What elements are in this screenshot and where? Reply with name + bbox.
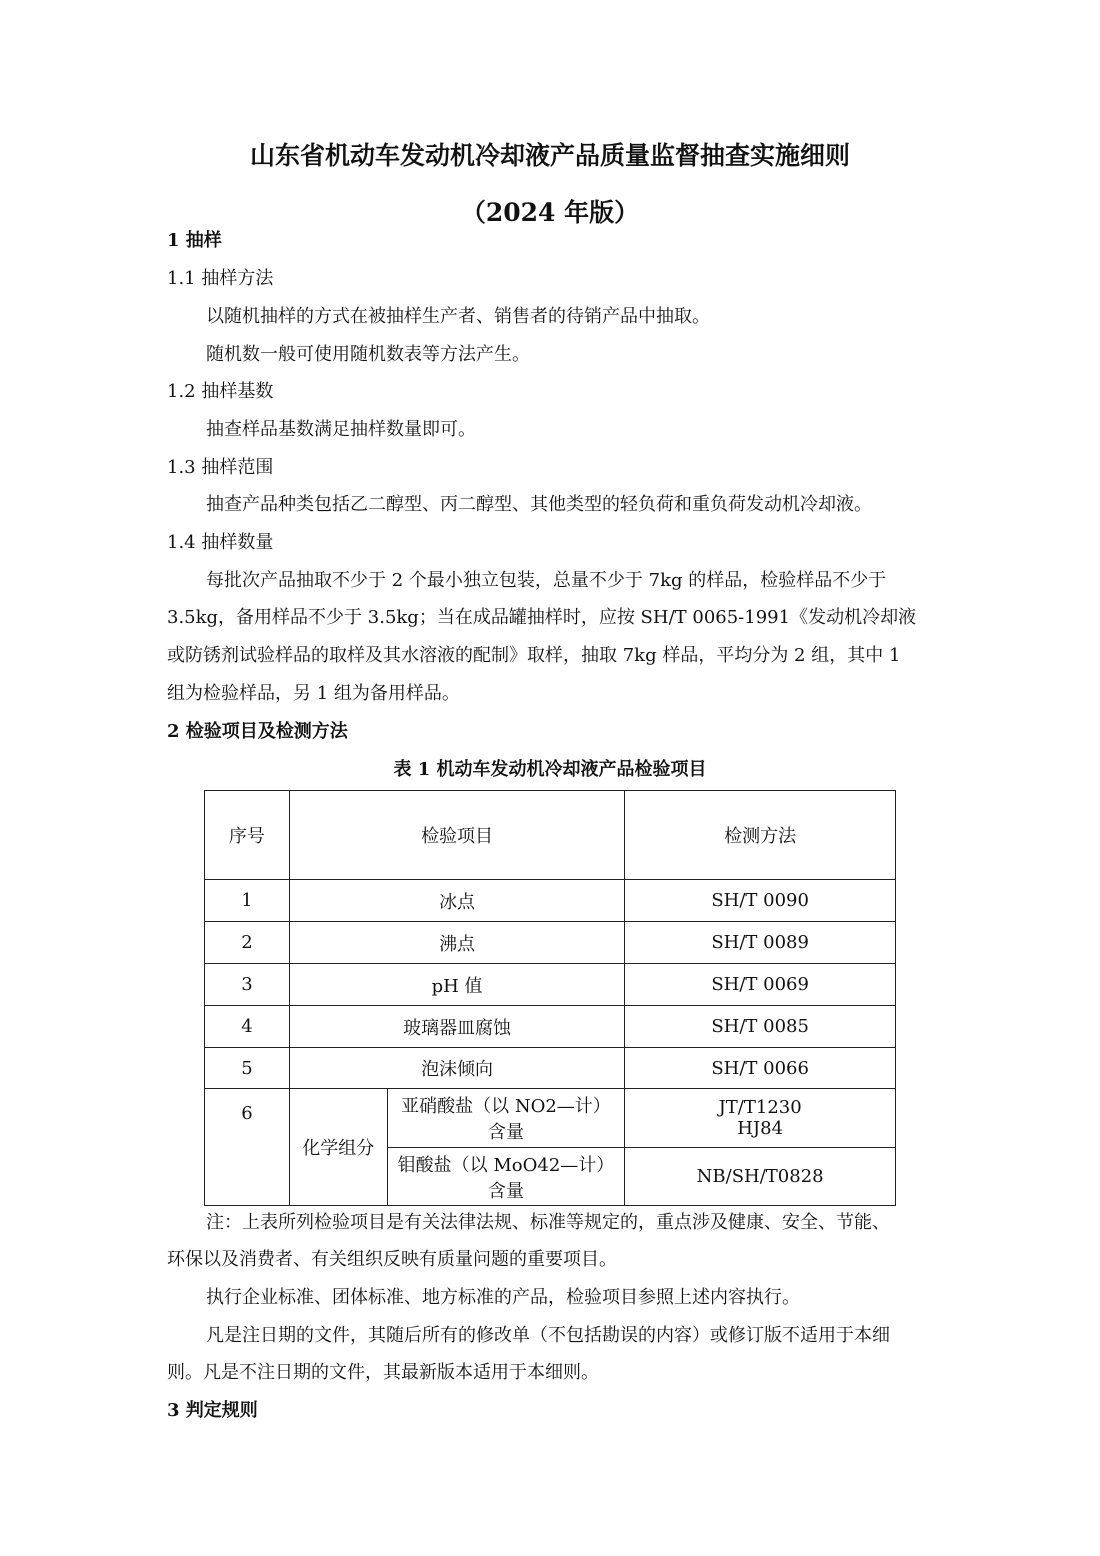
dated-docs-line-2: 则。凡是不注日期的文件，其最新版本适用于本细则。: [167, 1362, 599, 1383]
section-1-1-heading: 1.1 抽样方法: [167, 268, 274, 289]
section-1-3-heading: 1.3 抽样范围: [167, 457, 274, 478]
row-item: 泡沫倾向: [289, 1048, 624, 1089]
row-item: 冰点: [289, 880, 624, 922]
row-method: SH/T 0069: [625, 964, 896, 1006]
note-line-1: 注：上表所列检验项目是有关法律法规、标准等规定的，重点涉及健康、安全、节能、: [206, 1212, 890, 1233]
header-number: 序号: [205, 791, 290, 880]
subitem-nitrite-line-1: 亚硝酸盐（以 NO2—计）: [401, 1096, 611, 1117]
execution-paragraph: 执行企业标准、团体标准、地方标准的产品，检验项目参照上述内容执行。: [206, 1287, 800, 1308]
row-group-chemical: 化学组分: [289, 1089, 387, 1206]
table-row: [205, 1048, 896, 1089]
section-1-3-paragraph: 抽查产品种类包括乙二醇型、丙二醇型、其他类型的轻负荷和重负荷发动机冷却液。: [206, 494, 872, 515]
row-method: SH/T 0066: [625, 1048, 896, 1089]
method-nitrite-2: HJ84: [737, 1118, 784, 1139]
section-1-2-heading: 1.2 抽样基数: [167, 381, 274, 402]
row-method: SH/T 0089: [625, 922, 896, 964]
section-1-4-line-2: 3.5kg，备用样品不少于 3.5kg；当在成品罐抽样时，应按 SH/T 0065-1991《发动机冷却液: [167, 607, 917, 628]
table-row: [205, 964, 896, 1006]
table-caption: 表 1 机动车发动机冷却液产品检验项目: [393, 759, 707, 780]
row-number: 2: [205, 922, 290, 964]
section-1-4-line-1: 每批次产品抽取不少于 2 个最小独立包装，总量不少于 7kg 的样品，检验样品不少于: [206, 570, 887, 591]
inspection-items-table: [204, 790, 896, 1206]
table-row: [205, 922, 896, 964]
subitem-molybdate-line-2: 含量: [487, 1180, 524, 1202]
section-2-heading: 2 检验项目及检测方法: [167, 721, 348, 742]
section-1-2-paragraph: 抽查样品基数满足抽样数量即可。: [206, 419, 476, 440]
subitem-molybdate-line-1: 钼酸盐（以 MoO42—计）: [397, 1154, 615, 1176]
section-1-heading: 1 抽样: [167, 230, 222, 251]
row-subitem-molybdate: [387, 1148, 625, 1206]
row-method-nitrite: [625, 1089, 896, 1148]
section-1-4-heading: 1.4 抽样数量: [167, 532, 274, 553]
row-method: SH/T 0085: [625, 1006, 896, 1048]
table-row: [205, 880, 896, 922]
row-subitem-nitrite: [387, 1089, 625, 1148]
row-item: pH 值: [289, 964, 624, 1006]
row-method: SH/T 0090: [625, 880, 896, 922]
row-number: 5: [205, 1048, 290, 1089]
table-row: [205, 1006, 896, 1048]
section-1-4-line-3: 或防锈剂试验样品的取样及其水溶液的配制》取样，抽取 7kg 样品，平均分为 2 组，其中 1: [167, 645, 901, 666]
row-item: 玻璃器皿腐蚀: [289, 1006, 624, 1048]
row-method-molybdate: NB/SH/T0828: [625, 1148, 896, 1206]
section-1-4-line-4: 组为检验样品，另 1 组为备用样品。: [167, 683, 460, 704]
document-title: 山东省机动车发动机冷却液产品质量监督抽查实施细则: [249, 141, 850, 170]
section-3-heading: 3 判定规则: [167, 1400, 258, 1421]
subitem-nitrite-line-2: 含量: [487, 1122, 524, 1143]
row-item: 沸点: [289, 922, 624, 964]
document-subtitle: （2024 年版）: [460, 198, 640, 227]
note-line-2: 环保以及消费者、有关组织反映有质量问题的重要项目。: [167, 1249, 617, 1270]
row-number: 1: [205, 880, 290, 922]
row-number: 4: [205, 1006, 290, 1048]
header-method: 检测方法: [625, 791, 896, 880]
method-nitrite-1: JT/T1230: [718, 1097, 802, 1118]
dated-docs-line-1: 凡是注日期的文件，其随后所有的修改单（不包括勘误的内容）或修订版不适用于本细: [206, 1325, 890, 1346]
row-number: 3: [205, 964, 290, 1006]
row-number: 6: [205, 1089, 290, 1206]
section-1-1-paragraph-1: 以随机抽样的方式在被抽样生产者、销售者的待销产品中抽取。: [206, 306, 710, 327]
header-item: 检验项目: [289, 791, 624, 880]
section-1-1-paragraph-2: 随机数一般可使用随机数表等方法产生。: [206, 344, 530, 365]
table-row: [205, 1089, 896, 1148]
table-header-row: [205, 791, 896, 880]
